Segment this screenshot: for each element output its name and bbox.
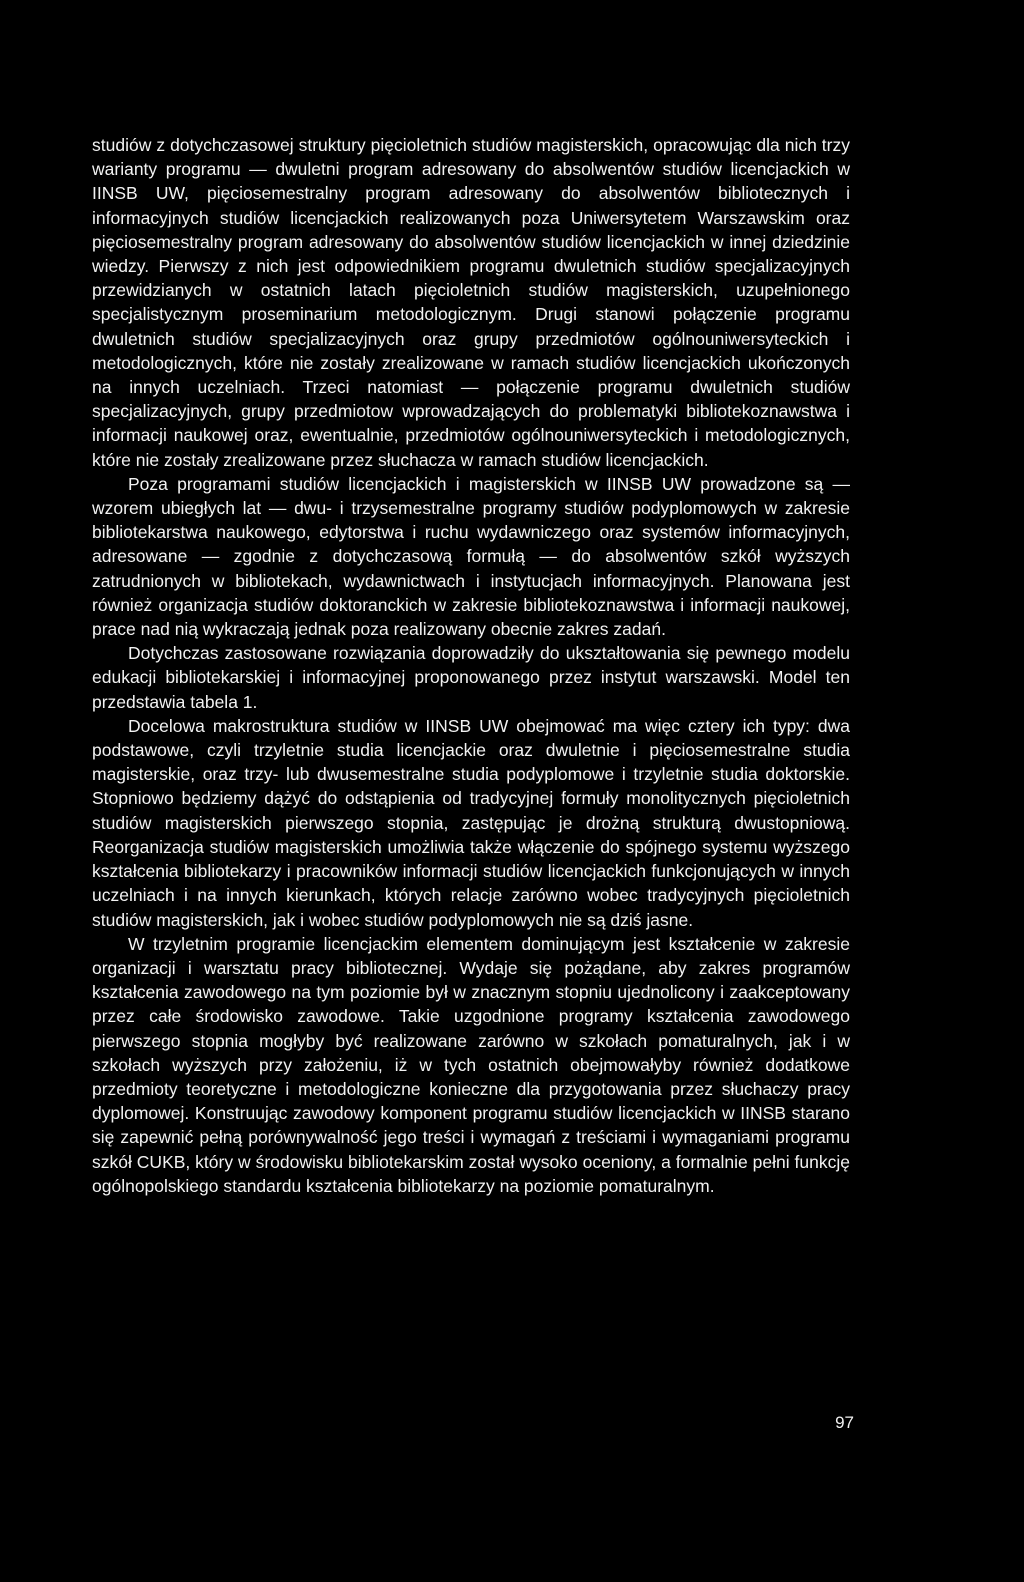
paragraph-5: W trzyletnim programie licencjackim elementem dominującym jest kształcenie w zakresie organizacji i warsztatu pracy bibliotecznej. Wydaje się pożądane, aby zakres programów kształcenia zawodowego na tym poziomie był w znacznym stopniu ujednolicony i zaakceptowany przez całe środowisko zawodowe. Takie uzgodnione programy kształcenia zawodowego pierwszego stopnia mogłyby być realizowane zarówno w szkołach pomaturalnych, jak i w szkołach wyższych przy założeniu, iż w tych ostatnich obejmowałyby również dodatkowe przedmioty teoretyczne i metodologiczne konieczne dla przygotowania przez słuchaczy pracy dyplomowej. Konstruując zawodowy komponent programu studiów licencjackich w IINSB starano się zapewnić pełną porównywalność jego treści i wymagań z treściami i wymaganiami programu szkół CUKB, który w środowisku bibliotekarskim został wysoko oceniony, a formalnie pełni funkcję ogólnopolskiego standardu kształcenia bibliotekarzy na poziomie pomaturalnym. [92,933,850,1196]
paragraph-1: studiów z dotychczasowej struktury pięcioletnich studiów magisterskich, opracowując dla nich trzy warianty programu — dwuletni program adresowany do absolwentów studiów licencjackich w IINSB UW, pięciosemestralny program adresowany do absolwentów bibliotecznych i informacyjnych studiów licencjackich realizowanych poza Uniwersytetem Warszawskim oraz pięciosemestralny program adresowany do absolwentów studiów licencjackich w innej dziedzinie wiedzy. Pierwszy z nich jest odpowiednikiem programu dwuletnich studiów specjalizacyjnych przewidzianych w ostatnich latach pięcioletnich studiów magisterskich, uzupełnionego specjalistycznym proseminarium metodologicznym. Drugi stanowi połączenie programu dwuletnich studiów specjalizacyjnych oraz grupy przedmiotów ogólnouniwersyteckich i metodologicznych, które nie zostały zrealizowane w ramach studiów licencjackich ukończonych na innych uczelniach. Trzeci natomiast — połączenie programu dwuletnich studiów specjalizacyjnych, grupy przedmiotow wprowadzających do problematyki bibliotekoznawstwa i informacji naukowej oraz, ewentualnie, przedmiotów ogólnouniwersyteckich i metodologicznych, które nie zostały zrealizowane przez słuchacza w ramach studiów licencjackich. [92,135,850,470]
paragraph-4: Docelowa makrostruktura studiów w IINSB UW obejmować ma więc cztery ich typy: dwa podstawowe, czyli trzyletnie studia licencjackie oraz dwuletnie i pięciosemestralne studia magisterskie, oraz trzy- lub dwusemestralne studia podyplomowe i trzyletnie studia doktorskie. Stopniowo będziemy dążyć do odstąpienia od tradycyjnej formuły monolitycznych pięcioletnich studiów magisterskich pierwszego stopnia, zastępując je drożną strukturą dwustopniową. Reorganizacja studiów magisterskich umożliwia także włączenie do spójnego systemu wyższego kształcenia bibliotekarzy i pracowników informacji studiów licencjackich funkcjonujących w innych uczelniach i na innych kierunkach, których relacje zarówno wobec tradycyjnych pięcioletnich studiów magisterskich, jak i wobec studiów podyplomowych nie są dziś jasne. [92,715,850,930]
document-page [92,133,850,1198]
paragraph-3: Dotychczas zastosowane rozwiązania doprowadziły do ukształtowania się pewnego modelu edukacji bibliotekarskiej i informacyjnej proponowanego przez instytut warszawski. Model ten przedstawia tabela 1. [92,643,850,712]
paragraph-2: Poza programami studiów licencjackich i magisterskich w IINSB UW prowadzone są — wzorem ubiegłych lat — dwu- i trzysemestralne programy studiów podyplomowych w zakresie bibliotekarstwa naukowego, edytorstwa i ruchu wydawniczego oraz systemów informacyjnych, adresowane — zgodnie z dotychczasową formułą — do absolwentów szkół wyższych zatrudnionych w bibliotekach, wydawnictwach i instytucjach informacyjnych. Planowana jest również organizacja studiów doktoranckich w zakresie bibliotekoznawstwa i informacji naukowej, prace nad nią wykraczają jednak poza realizowany obecnie zakres zadań. [92,473,850,640]
page-number: 97 [835,1413,854,1432]
